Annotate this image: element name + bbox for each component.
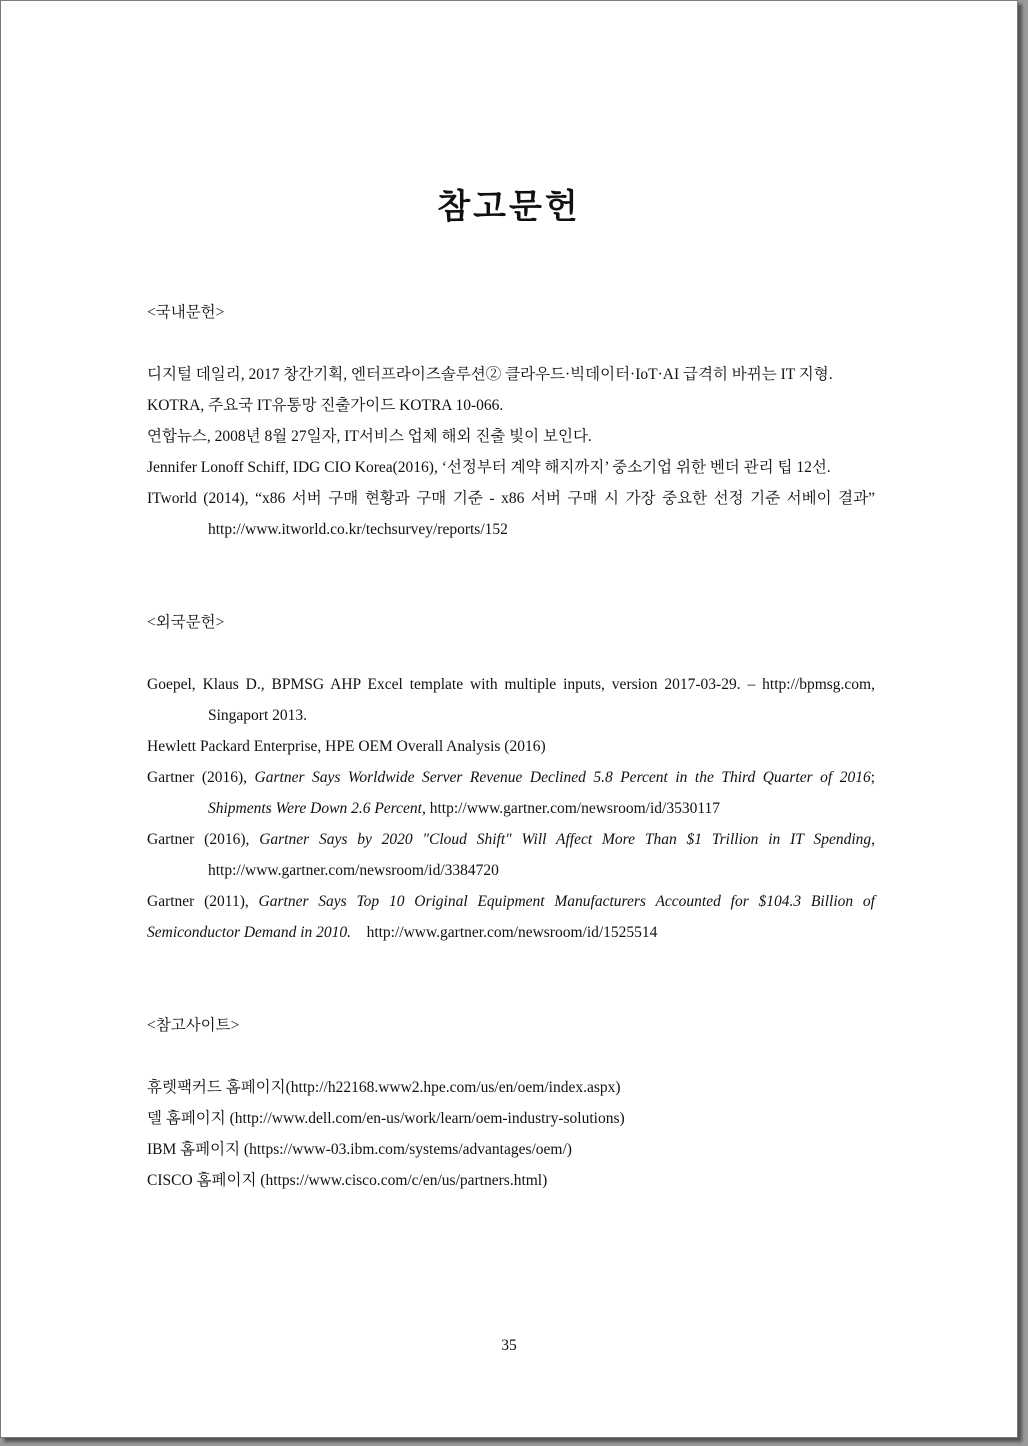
reference-url: , http://www.gartner.com/newsroom/id/3384720 (208, 831, 876, 879)
reference-entry: 디지털 데일리, 2017 창간기획, 엔터프라이즈솔루션② 클라우드·빅데이터·IoT·AI 급격히 바뀌는 IT 지형. (147, 366, 833, 383)
section-heading-foreign: <외국문헌> (147, 614, 225, 631)
reference-entry: Hewlett Packard Enterprise, HPE OEM Overall Analysis (2016) (147, 738, 546, 755)
reference-entry (147, 824, 875, 886)
section-heading-sites: <참고사이트> (147, 1017, 240, 1034)
reference-site: IBM 홈페이지 (https://www-03.ibm.com/systems/advantages/oem/) (147, 1141, 572, 1158)
reference-entry (147, 762, 875, 824)
reference-separator: ; (870, 769, 876, 786)
reference-title: Gartner Says Top 10 Original Equipment Manufacturers Accounted for $104.3 Billion of Semiconductor Demand in 2010. (147, 893, 875, 941)
page-number: 35 (501, 1337, 517, 1354)
page-title: 참고문헌 (437, 187, 581, 227)
reference-entry: Jennifer Lonoff Schiff, IDG CIO Korea(2016), ‘선정부터 계약 해지까지’ 중소기업 위한 벤더 관리 팁 12선. (147, 459, 831, 476)
reference-site: 델 홈페이지 (http://www.dell.com/en-us/work/learn/oem-industry-solutions) (147, 1110, 625, 1127)
reference-subtitle: Shipments Were Down 2.6 Percent, (208, 800, 426, 817)
reference-entry: KOTRA, 주요국 IT유통망 진출가이드 KOTRA 10-066. (147, 397, 504, 414)
reference-site: 휴렛팩커드 홈페이지(http://h22168.www2.hpe.com/us/en/oem/index.aspx) (147, 1079, 621, 1096)
reference-entry: ITworld (2014), “x86 서버 구매 현황과 구매 기준 - x86 서버 구매 시 가장 중요한 선정 기준 서베이 결과” http://www.itworld.co.kr/techsurvey/reports/152 (147, 490, 875, 538)
references-body (147, 297, 875, 1196)
reference-title: Gartner Says Worldwide Server Revenue Declined 5.8 Percent in the Third Quarter of 2016 (254, 769, 871, 786)
reference-site: CISCO 홈페이지 (https://www.cisco.com/c/en/us/partners.html) (147, 1172, 548, 1189)
reference-entry: 연합뉴스, 2008년 8월 27일자, IT서비스 업체 해외 진출 빛이 보인다. (147, 428, 592, 445)
section-heading-domestic: <국내문헌> (147, 304, 225, 321)
reference-url: http://www.gartner.com/newsroom/id/1525514 (351, 924, 658, 941)
reference-author: Gartner (2011), (147, 893, 259, 910)
reference-url: http://www.gartner.com/newsroom/id/3530117 (425, 800, 721, 817)
reference-entry (147, 886, 875, 948)
reference-author: Gartner (2016), (147, 831, 260, 848)
reference-title: Gartner Says by 2020 "Cloud Shift" Will Affect More Than $1 Trillion in IT Spending (259, 831, 872, 848)
reference-entry: Goepel, Klaus D., BPMSG AHP Excel template with multiple inputs, version 2017-03-29. – http://bpmsg.com, Singaport 2013. (147, 676, 875, 724)
reference-author: Gartner (2016), (147, 769, 255, 786)
